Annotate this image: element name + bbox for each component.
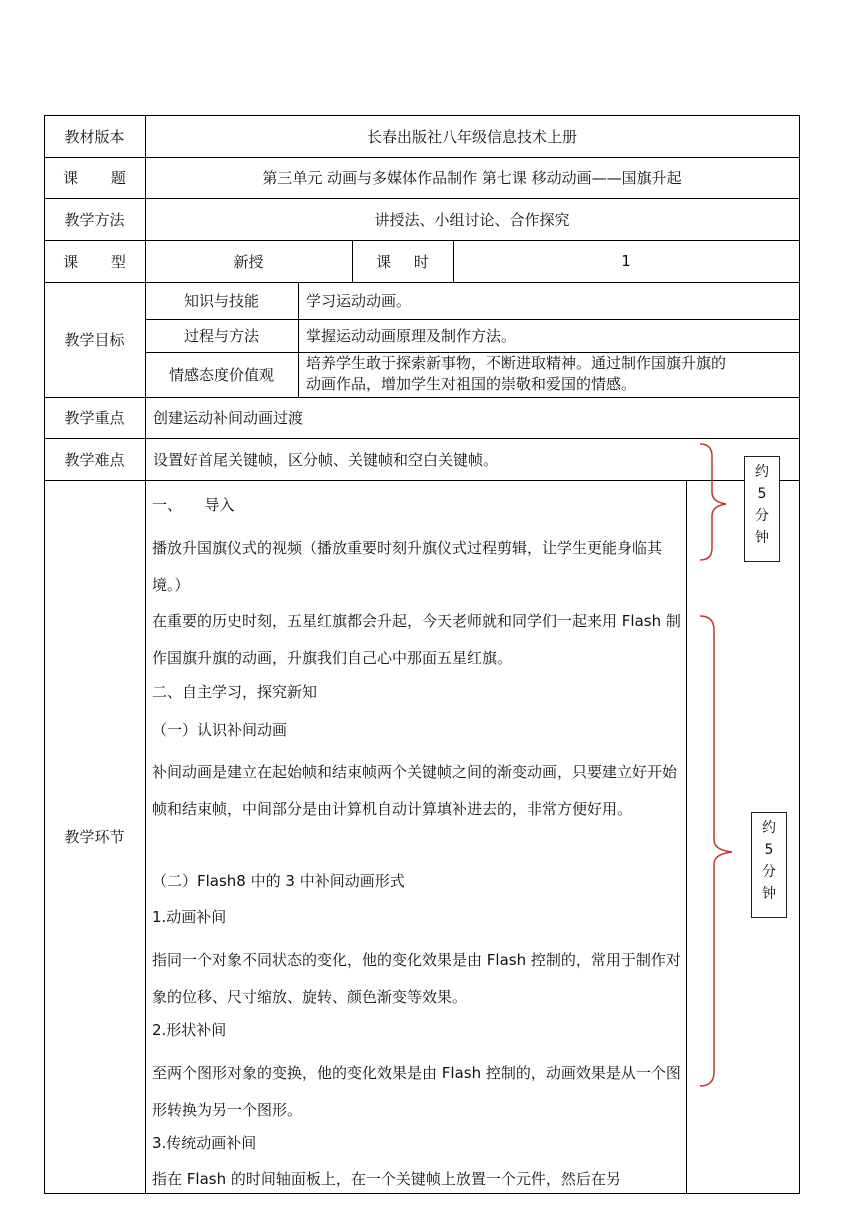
key-point-value: 创建运动补间动画过渡 bbox=[153, 409, 304, 427]
note-char: 钟 bbox=[755, 530, 769, 546]
item-heading: 2.形状补间 bbox=[152, 1021, 227, 1039]
process-column-divider bbox=[686, 480, 687, 1193]
paragraph: 播放升国旗仪式的视频（播放重要时刻升旗仪式过程剪辑，让学生更能身临其境。） bbox=[152, 539, 663, 594]
hours-label: 课 时 bbox=[376, 252, 429, 271]
paragraph: 在重要的历史时刻，五星红旗都会升起，今天老师就和同学们一起来用 Flash 制作国旗升旗的动画，升旗我们自己心中那面五星红旗。 bbox=[152, 612, 681, 667]
emotion-value bbox=[306, 353, 796, 395]
hours-value: 1 bbox=[621, 252, 631, 270]
section-intro: 一、 导入 bbox=[152, 496, 235, 514]
subsection-heading: （二）Flash8 中的 3 中补间动画形式 bbox=[152, 872, 405, 890]
note-char: 钟 bbox=[762, 886, 776, 902]
note-char: 5 bbox=[757, 486, 767, 502]
process-label: 教学环节 bbox=[64, 828, 125, 846]
type-label: 课 型 bbox=[63, 252, 126, 271]
paragraph: 补间动画是建立在起始帧和结束帧两个关键帧之间的渐变动画，只要建立好开始帧和结束帧，中间部分是由计算机自动计算填补进去的，非常方便好用。 bbox=[152, 763, 678, 818]
paragraph: 指同一个对象不同状态的变化，他的变化效果是由 Flash 控制的，常用于制作对象的位移、尺寸缩放、旋转、颜色渐变等效果。 bbox=[152, 951, 681, 1006]
table-border-right bbox=[799, 115, 800, 1194]
note-char: 分 bbox=[755, 508, 769, 524]
process-method-label: 过程与方法 bbox=[183, 327, 259, 345]
note-char: 分 bbox=[762, 864, 776, 880]
method-label: 教学方法 bbox=[64, 210, 125, 229]
item-heading: 1.动画补间 bbox=[152, 908, 227, 926]
topic-label: 课 题 bbox=[63, 169, 126, 187]
knowledge-label: 知识与技能 bbox=[183, 292, 259, 310]
section-heading: 二、自主学习，探究新知 bbox=[152, 683, 318, 701]
table-border-bottom bbox=[44, 1193, 800, 1194]
key-point-label: 教学重点 bbox=[64, 409, 125, 427]
paragraph: 至两个图形对象的变换，他的变化效果是由 Flash 控制的，动画效果是从一个图形转换为另一个图形。 bbox=[152, 1064, 681, 1119]
subsection-heading: （一）认识补间动画 bbox=[152, 721, 288, 739]
note-char: 约 bbox=[755, 464, 769, 480]
topic-value: 第三单元 动画与多媒体作品制作 第七课 移动动画——国旗升起 bbox=[262, 169, 682, 187]
bracket-annotation bbox=[690, 440, 740, 565]
paragraph: 指在 Flash 的时间轴面板上，在一个关键帧上放置一个元件，然后在另 bbox=[152, 1170, 621, 1188]
difficulty-label: 教学难点 bbox=[64, 450, 125, 469]
emotion-label: 情感态度价值观 bbox=[168, 366, 274, 384]
goals-label: 教学目标 bbox=[64, 331, 125, 349]
emotion-line: 培养学生敢于探索新事物，不断进取精神。通过制作国旗升旗的 bbox=[306, 354, 727, 372]
knowledge-value: 学习运动动画。 bbox=[306, 292, 412, 310]
process-method-value: 掌握运动动画原理及制作方法。 bbox=[306, 327, 517, 345]
edition-value: 长春出版社八年级信息技术上册 bbox=[366, 127, 577, 146]
note-char: 约 bbox=[762, 820, 776, 836]
type-value: 新授 bbox=[233, 252, 264, 271]
time-note bbox=[744, 456, 780, 562]
item-heading: 3.传统动画补间 bbox=[152, 1134, 257, 1152]
bracket-annotation bbox=[690, 612, 750, 1092]
difficulty-value: 设置好首尾关键帧，区分帧、关键帧和空白关键帧。 bbox=[153, 450, 499, 469]
note-char: 5 bbox=[764, 842, 774, 858]
edition-label: 教材版本 bbox=[64, 127, 125, 146]
time-note bbox=[751, 812, 787, 918]
method-value: 讲授法、小组讨论、合作探究 bbox=[374, 210, 570, 229]
emotion-line: 动画作品，增加学生对祖国的崇敬和爱国的情感。 bbox=[306, 375, 637, 393]
